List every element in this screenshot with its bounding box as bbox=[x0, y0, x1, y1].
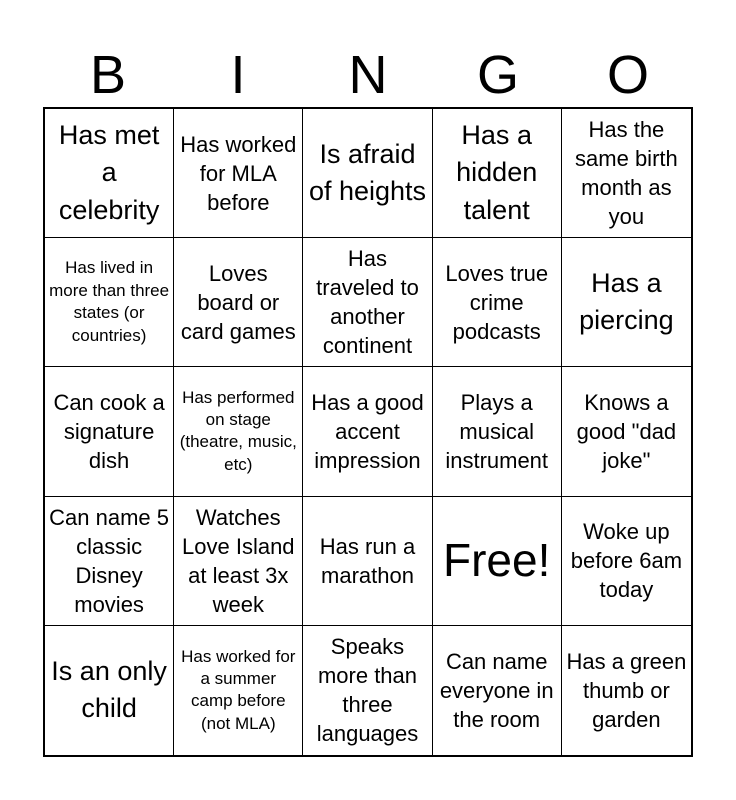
bingo-cell-11: Can cook a signature dish bbox=[45, 367, 174, 496]
bingo-cell-free: Free! bbox=[433, 497, 562, 626]
bingo-header bbox=[43, 42, 693, 108]
header-letter-n: N bbox=[348, 45, 388, 105]
bingo-cell-17: Watches Love Island at least 3x week bbox=[174, 497, 303, 626]
bingo-cell-24: Can name everyone in the room bbox=[433, 626, 562, 755]
bingo-cell-25: Has a green thumb or garden bbox=[566, 648, 687, 732]
bingo-cell-13: Has a good accent impression bbox=[303, 367, 432, 496]
bingo-cell-2: Has worked for MLA before bbox=[174, 109, 303, 238]
header-letter-b: B bbox=[89, 45, 127, 105]
bingo-cell-20: Woke up before 6am today bbox=[562, 497, 691, 626]
bingo-cell-18: Has run a marathon bbox=[303, 497, 432, 626]
header-letter-o: O bbox=[606, 45, 649, 105]
header-letter-g: G bbox=[476, 45, 519, 105]
bingo-cell-23: Speaks more than three languages bbox=[303, 626, 432, 755]
bingo-cell-8: Has traveled to another continent bbox=[303, 238, 432, 367]
bingo-cell-9: Loves true crime podcasts bbox=[433, 238, 562, 367]
bingo-grid bbox=[43, 107, 693, 757]
bingo-cell-22: Has worked for a summer camp before (not MLA) bbox=[174, 626, 303, 755]
bingo-cell-21: Is an only child bbox=[45, 626, 174, 755]
bingo-cell-15: Knows a good "dad joke" bbox=[562, 367, 691, 496]
bingo-cell-10: Has a piercing bbox=[562, 238, 691, 367]
bingo-cell-7: Loves board or card games bbox=[174, 238, 303, 367]
header-letter-i: I bbox=[230, 45, 246, 105]
bingo-cell-12: Has performed on stage (theatre, music, etc) bbox=[174, 367, 303, 496]
bingo-cell-5: Has the same birth month as you bbox=[562, 109, 691, 238]
bingo-cell-14: Plays a musical instrument bbox=[433, 367, 562, 496]
bingo-cell-1: Has met a celebrity bbox=[45, 109, 174, 238]
bingo-cell-6: Has lived in more than three states (or countries) bbox=[45, 238, 174, 367]
bingo-cell-4: Has a hidden talent bbox=[433, 109, 562, 238]
bingo-cell-3: Is afraid of heights bbox=[303, 109, 432, 238]
bingo-cell-16: Can name 5 classic Disney movies bbox=[45, 497, 174, 626]
